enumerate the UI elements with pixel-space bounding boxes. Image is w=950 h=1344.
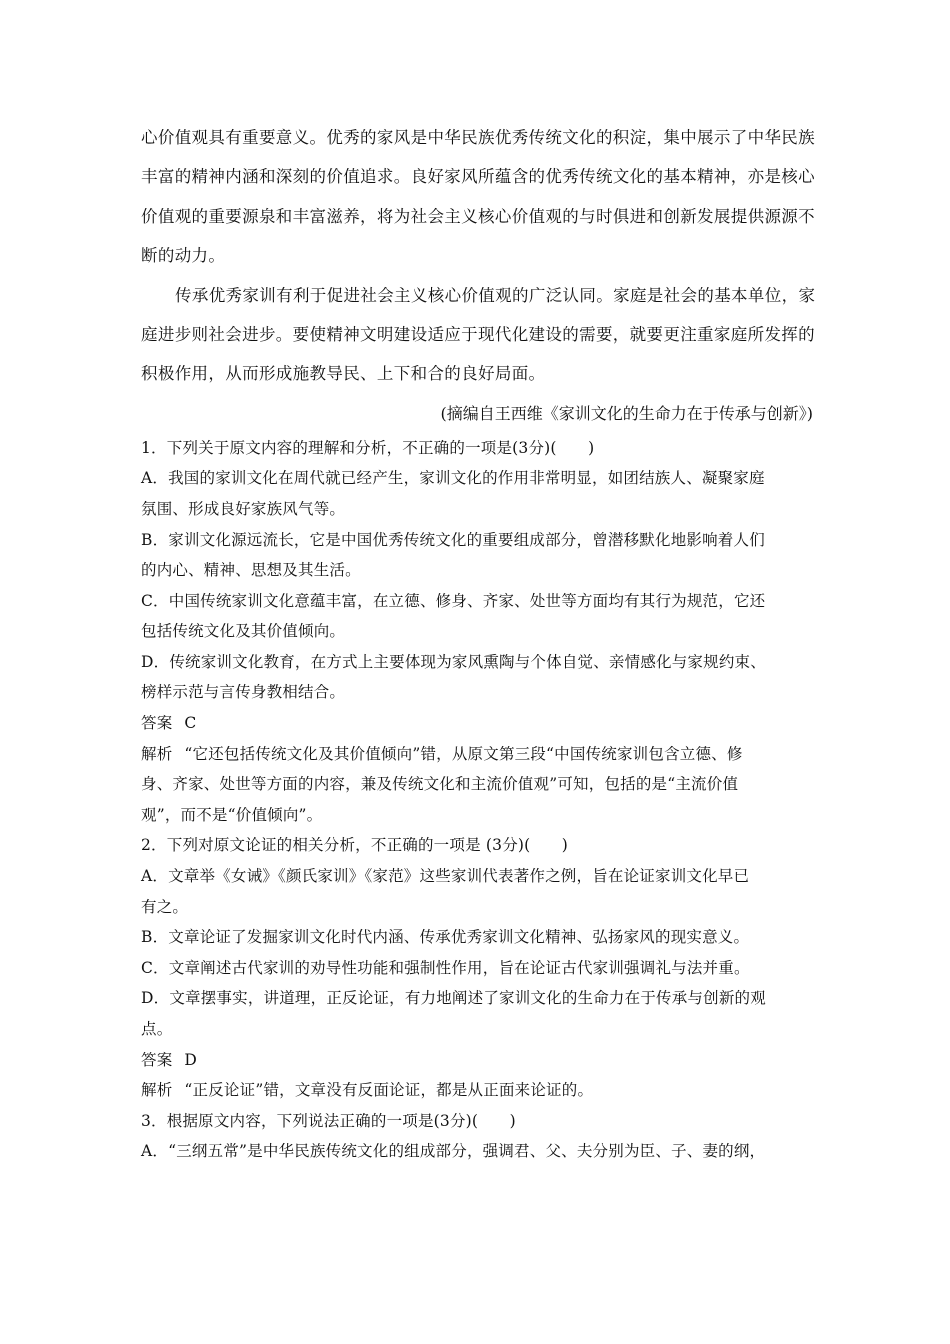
analysis-line: [141, 1075, 813, 1106]
option-line: D．传统家训文化教育，在方式上主要体现为家风熏陶与个体自觉、亲情感化与家规约束、: [141, 652, 766, 671]
question-stem: 1．下列关于原文内容的理解和分析，不正确的一项是(3分)( ): [141, 438, 595, 457]
text-line: 积极作用，从而形成施教导民、上下和合的良好局面。: [141, 364, 546, 384]
passage-paragraph-2: [141, 276, 816, 394]
answer-line: [141, 1045, 813, 1076]
option-line: C．文章阐述古代家训的劝导性功能和强制性作用，旨在论证古代家训强调礼与法并重。: [141, 958, 750, 977]
analysis-line: [141, 739, 813, 770]
text-line: 丰富的精神内涵和深刻的价值追求。良好家风所蕴含的优秀传统文化的基本精神，亦是核心: [141, 167, 815, 187]
answer-label: 答案: [141, 714, 173, 733]
option-line: 点。: [141, 1020, 173, 1039]
option-line: B．文章论证了发掘家训文化时代内涵、传承优秀家训文化精神、弘扬家风的现实意义。: [141, 928, 750, 947]
analysis-label: 解析: [141, 744, 173, 763]
option-line: 榜样示范与言传身教相结合。: [141, 683, 346, 702]
option-line: B．家训文化源远流长，它是中国优秀传统文化的重要组成部分，曾潜移默化地影响着人们: [141, 530, 765, 549]
question-stem: 3．根据原文内容，下列说法正确的一项是(3分)( ): [141, 1111, 516, 1130]
question-3: [141, 1106, 813, 1167]
text-line: 价值观的重要源泉和丰富滋养，将为社会主义核心价值观的与时俱进和创新发展提供源源不: [141, 206, 815, 226]
analysis-text: “正反论证”错，文章没有反面论证，都是从正面来论证的。: [184, 1081, 594, 1100]
option-line: C．中国传统家训文化意蕴丰富，在立德、修身、齐家、处世等方面均有其行为规范，它还: [141, 591, 766, 610]
option-line: 的内心、精神、思想及其生活。: [141, 561, 361, 580]
analysis-label: 解析: [141, 1081, 173, 1100]
option-line: 氛围、形成良好家族风气等。: [141, 499, 346, 518]
passage-paragraph-1: [141, 118, 813, 276]
option-line: 有之。: [141, 897, 189, 916]
passage-source: (摘编自王西维《家训文化的生命力在于传承与创新》): [440, 403, 813, 423]
text-line: 心价值观具有重要意义。优秀的家风是中华民族优秀传统文化的积淀，集中展示了中华民族: [141, 128, 815, 147]
option-line: 包括传统文化及其价值倾向。: [141, 622, 346, 641]
analysis-line: 身、齐家、处世等方面的内容，兼及传统文化和主流价值观”可知，包括的是“主流价值: [141, 775, 739, 794]
question-2: [141, 830, 813, 1105]
answer-line: [141, 708, 813, 739]
document-content: [141, 118, 816, 1167]
analysis-text: “它还包括传统文化及其价值倾向”错，从原文第三段“中国传统家训包含立德、修: [184, 744, 743, 763]
question-1: [141, 433, 813, 831]
text-line: 庭进步则社会进步。要使精神文明建设适应于现代化建设的需要，就要更注重家庭所发挥的: [141, 324, 815, 344]
text-line: 断的动力。: [141, 246, 226, 266]
answer-label: 答案: [141, 1050, 173, 1069]
option-line: A．“三纲五常”是中华民族传统文化的组成部分，强调君、父、夫分别为臣、子、妻的纲，: [141, 1142, 766, 1161]
option-line: A．文章举《女诫》《颜氏家训》《家范》这些家训代表著作之例，旨在论证家训文化早已: [141, 867, 750, 886]
analysis-line: 观”，而不是“价值倾向”。: [141, 805, 323, 824]
answer-value: D: [184, 1050, 198, 1069]
question-stem: 2．下列对原文论证的相关分析，不正确的一项是 (3分)( ): [141, 836, 569, 855]
option-line: D．文章摆事实，讲道理，正反论证，有力地阐述了家训文化的生命力在于传承与创新的观: [141, 989, 766, 1008]
option-line: A．我国的家训文化在周代就已经产生，家训文化的作用非常明显，如团结族人、凝聚家庭: [141, 469, 765, 488]
text-line: 传承优秀家训有利于促进社会主义核心价值观的广泛认同。家庭是社会的基本单位，家: [175, 285, 816, 305]
answer-value: C: [184, 714, 197, 733]
